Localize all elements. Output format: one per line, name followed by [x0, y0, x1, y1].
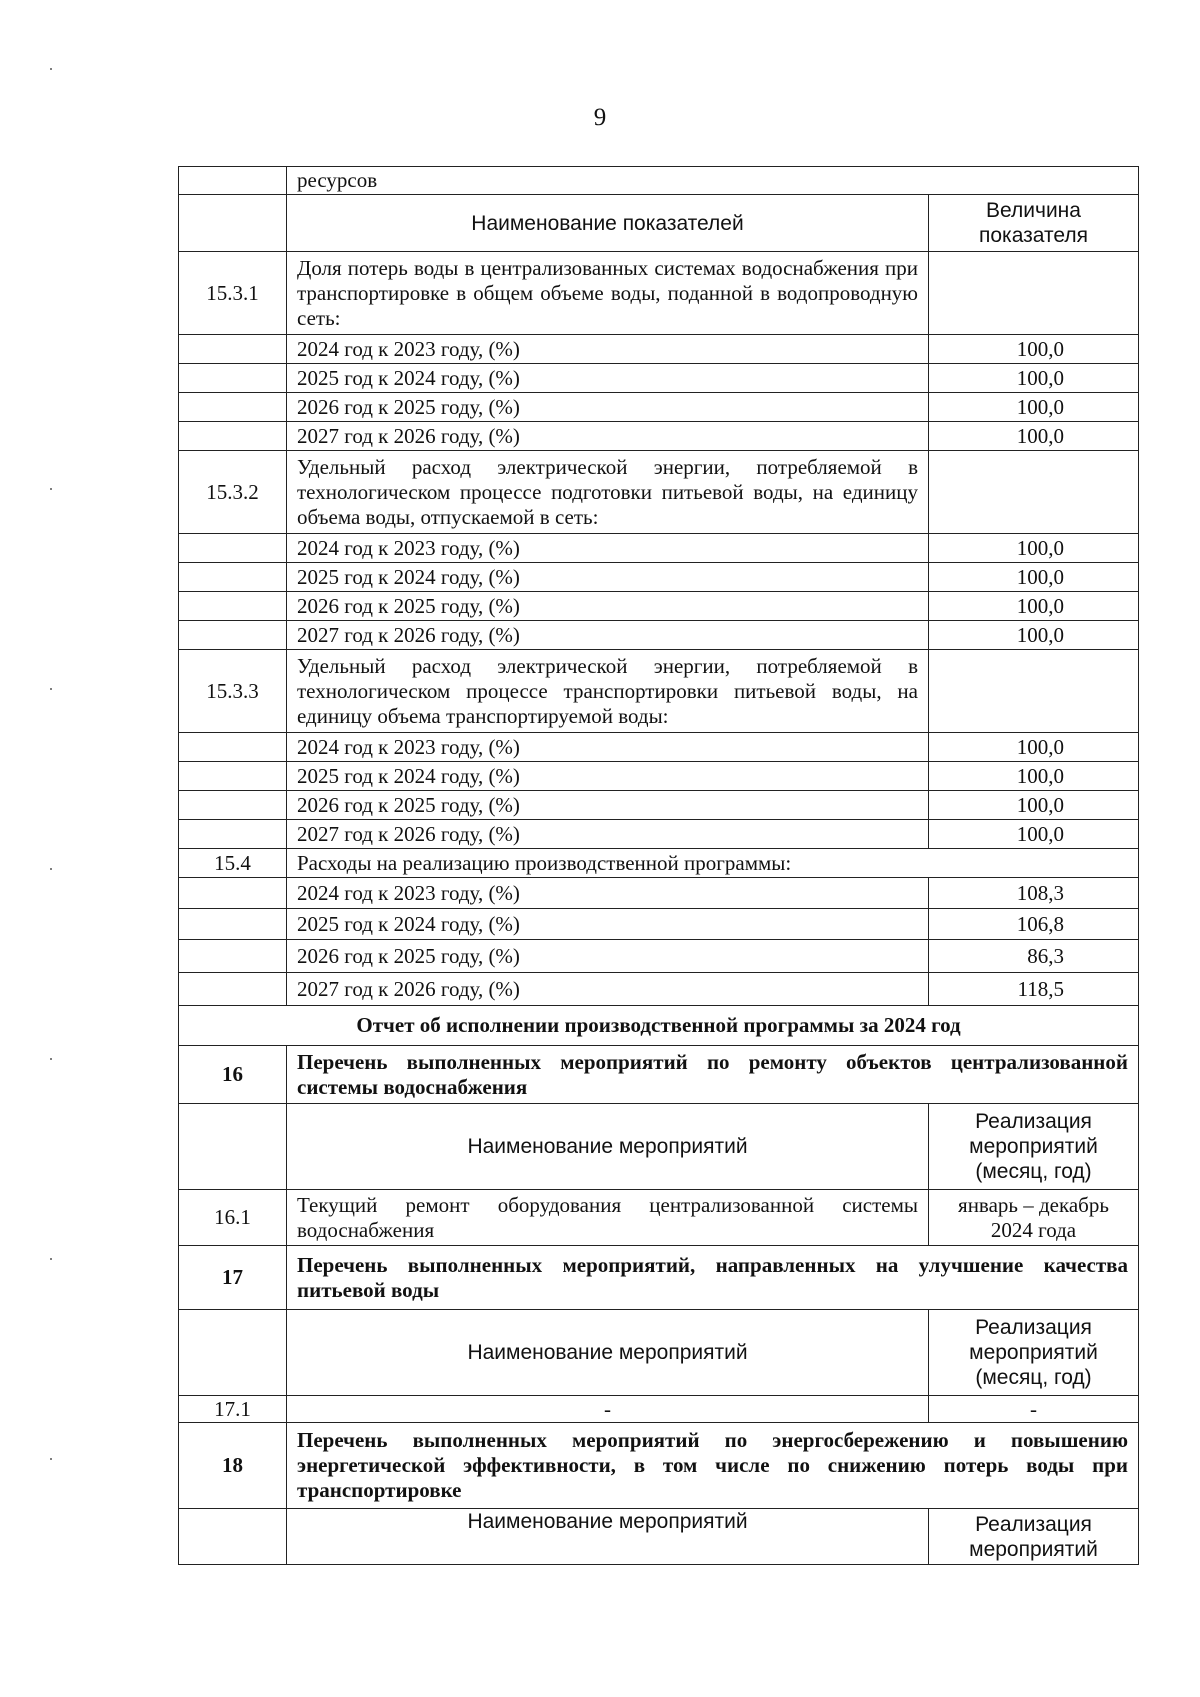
item-number: 16.1: [179, 1190, 287, 1246]
row-label: 2024 год к 2023 году, (%): [287, 733, 929, 762]
indicator-number: 15.3.1: [179, 252, 287, 335]
row-label: 2025 год к 2024 году, (%): [287, 364, 929, 393]
column-header-name: Наименование показателей: [287, 195, 929, 252]
table-header-row: [179, 1509, 1139, 1565]
row-label: 2025 год к 2024 году, (%): [287, 909, 929, 940]
item-number: 17.1: [179, 1396, 287, 1423]
table-row: [179, 973, 1139, 1006]
row-value: 100,0: [929, 762, 1139, 791]
section-title: Перечень выполненных мероприятий, направленных на улучшение качества питьевой воды: [287, 1246, 1139, 1310]
row-label: 2026 год к 2025 году, (%): [287, 940, 929, 973]
page-number: 9: [593, 104, 607, 131]
row-label: 2026 год к 2025 году, (%): [287, 393, 929, 422]
row-value: 100,0: [929, 791, 1139, 820]
table-row: [179, 940, 1139, 973]
table-row: [179, 592, 1139, 621]
scan-mark: [50, 1258, 52, 1260]
item-date: -: [929, 1396, 1139, 1423]
item-name: -: [287, 1396, 929, 1423]
section-row: [179, 1246, 1139, 1310]
column-header-name: Наименование мероприятий: [287, 1104, 929, 1190]
section-title: Перечень выполненных мероприятий по ремонту объектов централизованной системы водоснабжения: [287, 1046, 1139, 1104]
row-value: 100,0: [929, 393, 1139, 422]
row-value: 100,0: [929, 335, 1139, 364]
table-row: [179, 364, 1139, 393]
table-row: [179, 422, 1139, 451]
table-row: [179, 621, 1139, 650]
row-label: 2024 год к 2023 году, (%): [287, 534, 929, 563]
scan-mark: [50, 1458, 52, 1460]
continued-text: ресурсов: [287, 167, 1139, 195]
table-header-row: [179, 1104, 1139, 1190]
indicator-title: Расходы на реализацию производственной программы:: [287, 849, 1139, 878]
column-header-value: Реализация мероприятий (месяц, год): [929, 1310, 1139, 1396]
table-row: [179, 1190, 1139, 1246]
indicator-title: Удельный расход электрической энергии, потребляемой в технологическом процессе транспортировки питьевой воды, на единицу объема транспортируемой воды:: [287, 650, 929, 733]
row-value: 100,0: [929, 563, 1139, 592]
scan-mark: [50, 1058, 52, 1060]
row-value: 100,0: [929, 621, 1139, 650]
row-value: 118,5: [929, 973, 1139, 1006]
table-row: [179, 167, 1139, 195]
row-label: 2027 год к 2026 году, (%): [287, 973, 929, 1006]
column-header-value: Реализация мероприятий: [929, 1509, 1139, 1565]
table-row: [179, 909, 1139, 940]
row-label: 2027 год к 2026 году, (%): [287, 422, 929, 451]
table-row: [179, 563, 1139, 592]
table-row: [179, 335, 1139, 364]
table-header-row: [179, 195, 1139, 252]
column-header-value: Величина показателя: [929, 195, 1139, 252]
row-value: 86,3: [929, 940, 1139, 973]
table-row: [179, 878, 1139, 909]
indicator-title-row: [179, 650, 1139, 733]
section-row: [179, 1423, 1139, 1509]
row-label: 2026 год к 2025 году, (%): [287, 791, 929, 820]
row-value: 100,0: [929, 364, 1139, 393]
table-row: [179, 1396, 1139, 1423]
row-value: 108,3: [929, 878, 1139, 909]
row-label: 2027 год к 2026 году, (%): [287, 820, 929, 849]
scan-mark: [50, 68, 52, 70]
column-header-name: Наименование мероприятий: [287, 1509, 929, 1565]
indicator-number: 15.4: [179, 849, 287, 878]
row-value: 100,0: [929, 422, 1139, 451]
indicator-title: Удельный расход электрической энергии, потребляемой в технологическом процессе подготовки питьевой воды, на единицу объема воды, отпускаемой в сеть:: [287, 451, 929, 534]
row-value: 100,0: [929, 820, 1139, 849]
table-header-row: [179, 1310, 1139, 1396]
row-label: 2024 год к 2023 году, (%): [287, 878, 929, 909]
section-title: Перечень выполненных мероприятий по энергосбережению и повышению энергетической эффективности, в том числе по снижению потерь воды при транспортировке: [287, 1423, 1139, 1509]
section-row: [179, 1046, 1139, 1104]
scan-mark: [50, 868, 52, 870]
row-value: 100,0: [929, 592, 1139, 621]
indicators-table: [178, 166, 1139, 1565]
item-name: Текущий ремонт оборудования централизованной системы водоснабжения: [287, 1190, 929, 1246]
indicator-title-row: [179, 451, 1139, 534]
table-row: [179, 393, 1139, 422]
column-header-value: Реализация мероприятий (месяц, год): [929, 1104, 1139, 1190]
section-number: 16: [179, 1046, 287, 1104]
row-label: 2025 год к 2024 году, (%): [287, 563, 929, 592]
indicator-number: 15.3.3: [179, 650, 287, 733]
table-row: [179, 762, 1139, 791]
scan-mark: [50, 688, 52, 690]
row-label: 2026 год к 2025 году, (%): [287, 592, 929, 621]
row-label: 2025 год к 2024 году, (%): [287, 762, 929, 791]
indicator-title: Доля потерь воды в централизованных системах водоснабжения при транспортировке в общем объеме воды, поданной в водопроводную сеть:: [287, 252, 929, 335]
table-row: [179, 534, 1139, 563]
report-title: Отчет об исполнении производственной программы за 2024 год: [179, 1006, 1139, 1046]
row-label: 2027 год к 2026 году, (%): [287, 621, 929, 650]
table-row: [179, 733, 1139, 762]
scan-mark: [50, 488, 52, 490]
indicator-title-row: [179, 849, 1139, 878]
indicator-title-row: [179, 252, 1139, 335]
section-title-row: [179, 1006, 1139, 1046]
indicator-number: 15.3.2: [179, 451, 287, 534]
row-value: 100,0: [929, 534, 1139, 563]
row-label: 2024 год к 2023 году, (%): [287, 335, 929, 364]
num-cell: [179, 167, 287, 195]
column-header-name: Наименование мероприятий: [287, 1310, 929, 1396]
table-row: [179, 820, 1139, 849]
row-value: 106,8: [929, 909, 1139, 940]
item-date: январь – декабрь 2024 года: [929, 1190, 1139, 1246]
table-row: [179, 791, 1139, 820]
section-number: 17: [179, 1246, 287, 1310]
row-value: 100,0: [929, 733, 1139, 762]
section-number: 18: [179, 1423, 287, 1509]
